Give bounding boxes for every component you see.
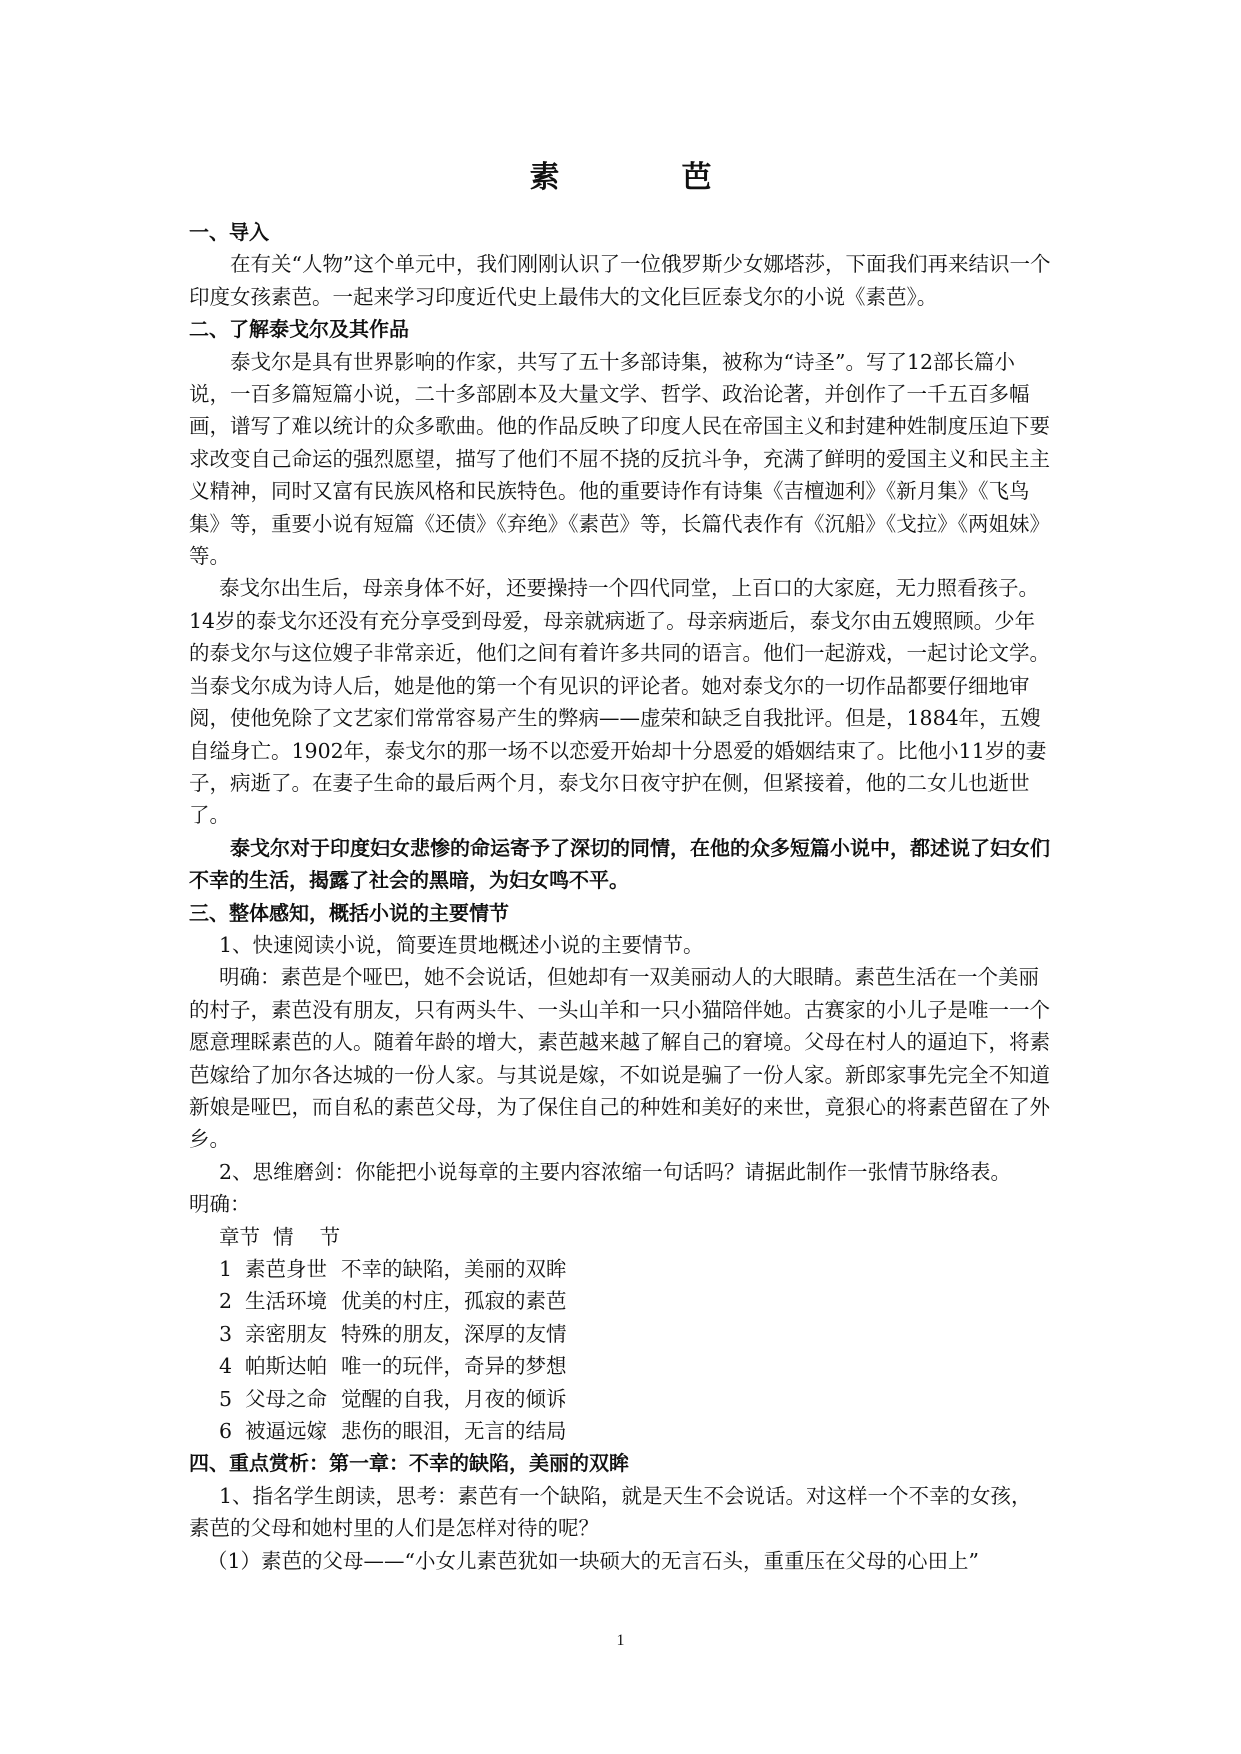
plot-table-rows [219,1253,1051,1447]
author-paragraph-life: 泰戈尔出生后，母亲身体不好，还要操持一个四代同堂，上百口的大家庭，无力照看孩子。14岁的泰戈尔还没有充分享受到母爱，母亲就病逝了。母亲病逝后，泰戈尔由五嫂照顾。少年的泰戈尔与这位嫂子非常亲近，他们之间有着许多共同的语言。他们一起游戏，一起讨论文学。当泰戈尔成为诗人后，她是他的第一个有见识的评论者。她对泰戈尔的一切作品都要仔细地审阅，使他免除了文艺家们常常容易产生的弊病——虚荣和缺乏自我批评。但是，1884年，五嫂自缢身亡。1902年，泰戈尔的那一场不以恋爱开始却十分恩爱的婚姻结束了。比他小11岁的妻子，病逝了。在妻子生命的最后两个月，泰戈尔日夜守护在侧，但紧接着，他的二女儿也逝世了。 [189,576,1050,828]
plot-table-row [219,1285,1051,1317]
analysis-point-1: （1）素芭的父母——“小女儿素芭犹如一块硕大的无言石头，重重压在父母的心田上” [207,1548,980,1573]
plot-table-header: 章节 情 节 [219,1224,341,1249]
overview-question-2: 2、思维磨剑：你能把小说每章的主要内容浓缩一句话吗？请据此制作一张情节脉络表。 [219,1159,1012,1184]
plot-row-number: 2 [219,1289,233,1314]
section-heading-analysis: 四、重点赏析：第一章：不幸的缺陷，美丽的双眸 [189,1451,629,1476]
plot-row-plot: 唯一的玩伴，奇异的梦想 [341,1354,567,1379]
plot-table-row [219,1253,1051,1285]
plot-table [189,1221,1051,1448]
plot-row-number: 1 [219,1257,233,1281]
plot-row-chapter: 被逼远嫁 [245,1419,327,1444]
overview-answer-2-label: 明确： [189,1192,251,1217]
plot-row-number: 6 [219,1419,233,1444]
plot-row-plot: 不幸的缺陷，美丽的双眸 [341,1257,567,1281]
section-heading-overview: 三、整体感知，概括小说的主要情节 [189,900,509,925]
plot-row-number: 4 [219,1354,233,1379]
plot-row-chapter: 素芭身世 [245,1257,327,1281]
overview-question-1: 1、快速阅读小说，简要连贯地概述小说的主要情节。 [219,932,704,957]
author-paragraph-works: 泰戈尔是具有世界影响的作家，共写了五十多部诗集，被称为“诗圣”。写了12部长篇小说，一百多篇短篇小说，二十多部剧本及大量文学、哲学、政治论著，并创作了一千五百多幅画，谱写了难以统计的众多歌曲。他的作品反映了印度人民在帝国主义和封建种姓制度压迫下要求改变自己命运的强烈愿望，描写了他们不屈不挠的反抗斗争，充满了鲜明的爱国主义和民主主义精神，同时又富有民族风格和民族特色。他的重要诗作有诗集《吉檀迦利》《新月集》《飞鸟集》等，重要小说有短篇《还债》《弃绝》《素芭》等，长篇代表作有《沉船》《戈拉》《两姐妹》等。 [189,349,1050,569]
plot-row-chapter: 帕斯达帕 [245,1354,327,1379]
plot-table-row [219,1415,1051,1447]
plot-row-plot: 觉醒的自我，月夜的倾诉 [341,1386,567,1411]
analysis-question-1: 1、指名学生朗读，思考：素芭有一个缺陷，就是天生不会说话。对这样一个不幸的女孩，素芭的父母和她村里的人们是怎样对待的呢？ [189,1483,1032,1541]
plot-row-plot: 悲伤的眼泪，无言的结局 [341,1419,567,1444]
plot-row-chapter: 亲密朋友 [245,1321,327,1346]
section-heading-intro: 一、导入 [189,220,269,244]
plot-row-plot: 优美的村庄，孤寂的素芭 [341,1289,567,1314]
overview-answer-1: 明确：素芭是个哑巴，她不会说话，但她却有一双美丽动人的大眼睛。素芭生活在一个美丽的村子，素芭没有朋友，只有两头牛、一头山羊和一只小猫陪伴她。古赛家的小儿子是唯一一个愿意理睬素芭的人。随着年龄的增大，素芭越来越了解自己的窘境。父母在村人的逼迫下，将素芭嫁给了加尔各达城的一份人家。与其说是嫁，不如说是骗了一份人家。新郎家事先完全不知道新娘是哑巴，而自私的素芭父母，为了保住自己的种姓和美好的来世，竟狠心的将素芭留在了外乡。 [189,965,1050,1152]
plot-row-number: 3 [219,1321,233,1346]
document-body [189,216,1051,1577]
document-title: 素 芭 [529,160,758,195]
plot-row-number: 5 [219,1386,233,1411]
plot-table-row [219,1383,1051,1415]
plot-row-chapter: 生活环境 [245,1289,327,1314]
section-heading-author: 二、了解泰戈尔及其作品 [189,317,409,342]
plot-table-row [219,1318,1051,1350]
plot-row-chapter: 父母之命 [245,1386,327,1411]
page-number: 1 [616,1632,625,1649]
plot-row-plot: 特殊的朋友，深厚的友情 [341,1321,567,1346]
intro-paragraph: 在有关“人物”这个单元中，我们刚刚认识了一位俄罗斯少女娜塔莎，下面我们再来结识一个印度女孩素芭。一起来学习印度近代史上最伟大的文化巨匠泰戈尔的小说《素芭》。 [189,252,1051,309]
author-paragraph-emphasis: 泰戈尔对于印度妇女悲惨的命运寄予了深切的同情，在他的众多短篇小说中，都述说了妇女们不幸的生活，揭露了社会的黑暗，为妇女鸣不平。 [189,835,1050,893]
plot-table-row [219,1350,1051,1382]
